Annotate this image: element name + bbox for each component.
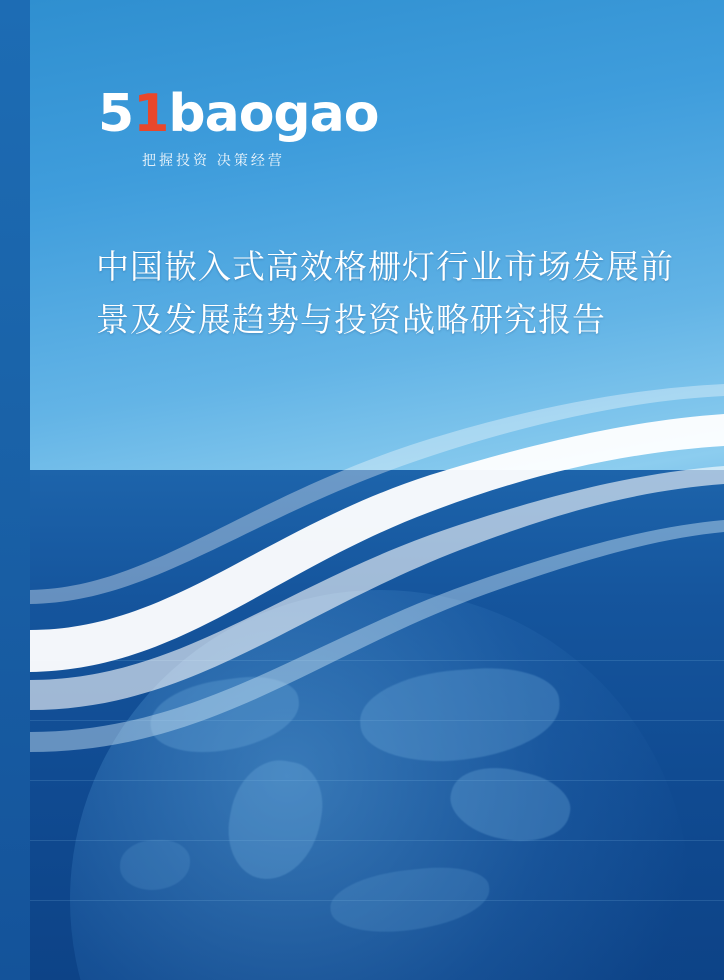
logo — [98, 84, 379, 170]
logo-wordmark — [98, 84, 379, 144]
logo-digit-1-accent: 1 — [133, 84, 169, 144]
logo-brand-name: baogao — [168, 84, 379, 144]
report-title: 中国嵌入式高效格栅灯行业市场发展前景及发展趋势与投资战略研究报告 — [96, 248, 674, 339]
logo-digit-5: 5 — [98, 84, 134, 144]
left-color-band — [0, 0, 30, 980]
logo-tagline: 把握投资 决策经营 — [142, 152, 285, 168]
globe-background — [30, 470, 724, 980]
